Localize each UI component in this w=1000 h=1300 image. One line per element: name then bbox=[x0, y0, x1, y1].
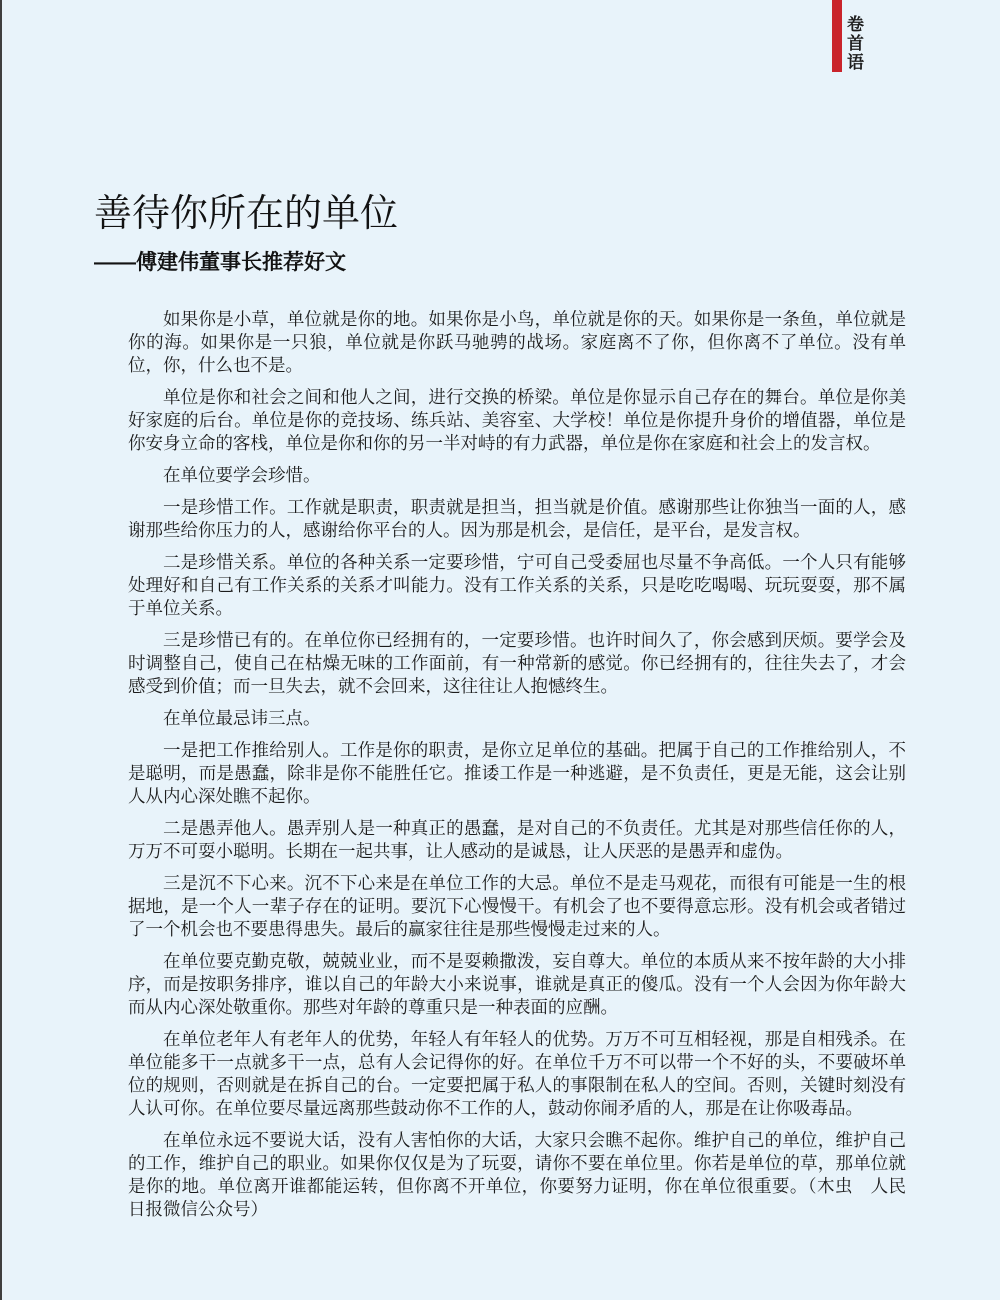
article-paragraph: 在单位最忌讳三点。 bbox=[163, 708, 321, 728]
article-body bbox=[128, 308, 906, 1230]
article-subtitle: ——傅建伟董事长推荐好文 bbox=[94, 251, 346, 275]
article-paragraph: 在单位要学会珍惜。 bbox=[163, 465, 321, 485]
article-paragraph: 二是愚弄他人。愚弄别人是一种真正的愚蠢，是对自己的不负责任。尤其是对那些信任你的人，万万不可耍小聪明。长期在一起共事，让人感动的是诚恳，让人厌恶的是愚弄和虚伪。 bbox=[128, 818, 906, 861]
article-paragraph: 如果你是小草，单位就是你的地。如果你是小鸟，单位就是你的天。如果你是一条鱼，单位就是你的海。如果你是一只狼，单位就是你跃马驰骋的战场。家庭离不了你，但你离不了单位。没有单位，你，什么也不是。 bbox=[128, 309, 906, 375]
article-paragraph: 一是珍惜工作。工作就是职责，职责就是担当，担当就是价值。感谢那些让你独当一面的人，感谢那些给你压力的人，感谢给你平台的人。因为那是机会，是信任，是平台，是发言权。 bbox=[128, 497, 906, 540]
article-paragraph: 三是珍惜已有的。在单位你已经拥有的，一定要珍惜。也许时间久了，你会感到厌烦。要学会及时调整自己，使自己在枯燥无味的工作面前，有一种常新的感觉。你已经拥有的，往往失去了，才会感受到价值；而一旦失去，就不会回来，这往往让人抱憾终生。 bbox=[128, 630, 906, 696]
article-paragraph: 二是珍惜关系。单位的各种关系一定要珍惜，宁可自己受委屈也尽量不争高低。一个人只有能够处理好和自己有工作关系的关系才叫能力。没有工作关系的关系，只是吃吃喝喝、玩玩耍耍，那不属于单位关系。 bbox=[128, 552, 906, 618]
article-paragraph: 三是沉不下心来。沉不下心来是在单位工作的大忌。单位不是走马观花，而很有可能是一生的根据地，是一个人一辈子存在的证明。要沉下心慢慢干。有机会了也不要得意忘形。没有机会或者错过了一个机会也不要患得患失。最后的赢家往往是那些慢慢走过来的人。 bbox=[128, 873, 906, 939]
page-left-scan-edge bbox=[0, 0, 2, 1300]
article-paragraph: 在单位要克勤克敬，兢兢业业，而不是耍赖撒泼，妄自尊大。单位的本质从来不按年龄的大小排序，而是按职务排序，谁以自己的年龄大小来说事，谁就是真正的傻瓜。没有一个人会因为你年龄大而从内心深处敬重你。那些对年龄的尊重只是一种表面的应酬。 bbox=[128, 951, 906, 1017]
article-paragraph: 在单位老年人有老年人的优势，年轻人有年轻人的优势。万万不可互相轻视，那是自相残杀。在单位能多干一点就多干一点，总有人会记得你的好。在单位千万不可以带一个不好的头，不要破坏单位的规则，否则就是在拆自己的台。一定要把属于私人的事限制在私人的空间。否则，关键时刻没有人认可你。在单位要尽量远离那些鼓动你不工作的人，鼓动你闹矛盾的人，那是在让你吸毒品。 bbox=[128, 1029, 906, 1118]
article-paragraph: 在单位永远不要说大话，没有人害怕你的大话，大家只会瞧不起你。维护自己的单位，维护自己的工作，维护自己的职业。如果你仅仅是为了玩耍，请你不要在单位里。你若是单位的草，那单位就是你的地。单位离开谁都能运转，但你离不开单位，你要努力证明，你在单位很重要。（木虫 人民日报微信公众号） bbox=[128, 1130, 906, 1219]
section-label-vertical: 卷首语 bbox=[844, 15, 863, 72]
article-paragraph: 单位是你和社会之间和他人之间，进行交换的桥梁。单位是你显示自己存在的舞台。单位是你美好家庭的后台。单位是你的竞技场、练兵站、美容室、大学校！单位是你提升身价的增值器，单位是你安身立命的客栈，单位是你和你的另一半对峙的有力武器，单位是你在家庭和社会上的发言权。 bbox=[128, 387, 906, 453]
article-title: 善待你所在的单位 bbox=[94, 193, 399, 236]
article-paragraph: 一是把工作推给别人。工作是你的职责，是你立足单位的基础。把属于自己的工作推给别人，不是聪明，而是愚蠢，除非是你不能胜任它。推诿工作是一种逃避，是不负责任，更是无能，这会让别人从内心深处瞧不起你。 bbox=[128, 740, 906, 806]
